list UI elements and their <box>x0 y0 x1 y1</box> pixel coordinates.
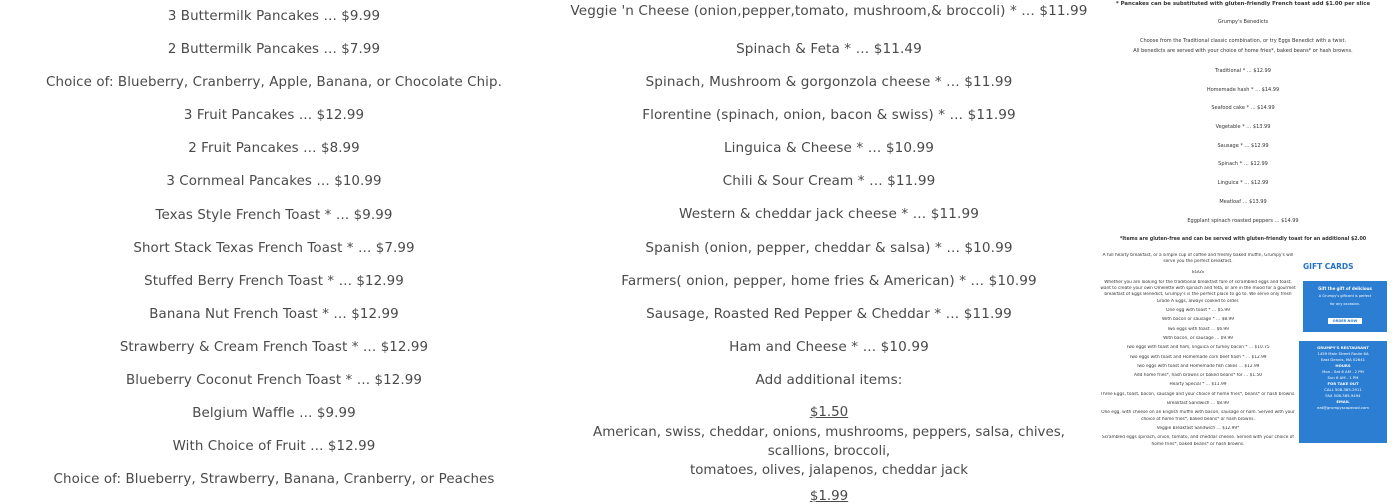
eggs-description: Whether you are looking for the traditional breakfast fare of scrambled eggs and toast, <box>1104 279 1292 285</box>
gluten-note: *Items are gluten-free and can be served with gluten-friendly toast for an additional $2.00 <box>1119 237 1367 242</box>
menu-item: With Choice of Fruit … $12.99 <box>172 439 376 455</box>
takeout-label: FOR TAKE OUT <box>1327 381 1359 386</box>
hours-label: HOURS <box>1335 363 1351 368</box>
benedict-item: Eggplant spinach roasted peppers … $14.99 <box>1187 218 1299 224</box>
additional-price: $1.99 <box>809 489 849 504</box>
menu-item: Linguica & Cheese * … $10.99 <box>723 140 935 157</box>
benedict-item: Spinach * … $12.99 <box>1218 161 1268 167</box>
restaurant-name: GRUMPY'S RESTAURANT <box>1317 345 1369 350</box>
gift-card-subtitle: for any occasion. <box>1330 302 1360 306</box>
phone[interactable]: CALL 508-385-2911 <box>1324 387 1362 392</box>
gift-card-title: Gift the gift of delicious <box>1318 286 1372 291</box>
hours-value: Mon - Sat 6 AM - 2 PM <box>1322 369 1364 374</box>
egg-item: Add home fries*, hash browns or baked beans* for … $1.50 <box>1134 373 1262 379</box>
additional-price: $1.50 <box>809 405 849 421</box>
benedicts-description: Choose from the Traditional classic combination, or try Eggs Benedict with a twist. <box>1139 38 1347 44</box>
egg-item: Veggie Breakfast Sandwich … $12.99* <box>1156 425 1240 431</box>
benedict-item: Vegetable * … $13.99 <box>1215 124 1271 130</box>
gift-cards-heading: GIFT CARDS <box>1303 262 1354 271</box>
restaurant-address: East Dennis, MA 02641 <box>1320 357 1366 362</box>
gift-card-subtitle: A Grumpy's giftcard is perfect <box>1318 294 1372 298</box>
hours-value: Sun 6 AM - 1 PM <box>1327 375 1359 380</box>
eggs-description: Grade A Eggs, always cooked to order. <box>1156 298 1240 304</box>
egg-item: home fries*, baked beans* or hash browns. <box>1151 441 1245 447</box>
omelette-menu-column <box>570 0 1088 504</box>
menu-item: Western & cheddar jack cheese * … $11.99 <box>679 206 979 223</box>
egg-item: One egg with toast * … $5.99 <box>1166 308 1230 314</box>
order-now-button[interactable]: ORDER NOW <box>1328 318 1363 324</box>
eggs-intro: serve you the perfect breakfast. <box>1163 259 1233 265</box>
egg-item: Two eggs with toast and Homemade fish cakes … $12.99 <box>1136 363 1260 369</box>
menu-item: Veggie 'n Cheese (onion,pepper,tomato, mushroom,& broccoli) * … $11.99 <box>570 3 1088 19</box>
menu-item: Chili & Sour Cream * … $11.99 <box>722 173 936 190</box>
menu-item: 3 Fruit Pancakes … $12.99 <box>183 108 365 124</box>
egg-item: Three Eggs, toast, bacon, sausage and your choice of home fries*, beans* or hash browns. <box>1100 391 1296 397</box>
egg-item: Two eggs with toast … $6.99 <box>1167 326 1229 332</box>
restaurant-info-card <box>1299 341 1387 443</box>
gift-card-banner[interactable] <box>1303 281 1387 332</box>
egg-item: With bacon, or sausage … $9.99 <box>1163 335 1233 341</box>
menu-item: Stuffed Berry French Toast * … $12.99 <box>144 273 404 289</box>
email-label: EMAIL <box>1336 399 1350 404</box>
menu-note: Choice of: Blueberry, Cranberry, Apple, Banana, or Chocolate Chip. <box>46 75 502 91</box>
eggs-title: EGGS <box>1191 269 1205 275</box>
egg-item: With bacon or sausage * … $8.99 <box>1161 317 1234 323</box>
menu-item: Florentine (spinach, onion, bacon & swiss) * … $11.99 <box>642 107 1016 124</box>
menu-item: Spinach, Mushroom & gorgonzola cheese * … $11.99 <box>645 74 1013 91</box>
egg-item: Hearty Special * … $11.99 <box>1169 382 1227 388</box>
eggs-intro: A full hearty breakfast, or a simple cup of coffee and freshly baked muffin, Grumpy's will <box>1102 253 1294 258</box>
egg-item: choice of home fries*, baked beans* or hash browns. <box>1141 416 1255 422</box>
menu-item: Spanish (onion, pepper, cheddar & salsa) * … $10.99 <box>645 239 1013 256</box>
menu-item: 2 Fruit Pancakes … $8.99 <box>188 141 360 157</box>
left-menu-column <box>0 0 548 496</box>
menu-note: Choice of: Blueberry, Strawberry, Banana, Cranberry, or Peaches <box>53 472 495 488</box>
email-link[interactable]: eat@grumpyscapecod.com <box>1317 405 1369 410</box>
menu-item: 2 Buttermilk Pancakes … $7.99 <box>167 42 381 58</box>
additional-items-list: tomatoes, olives, jalapenos, cheddar jack <box>689 463 968 479</box>
benedict-item: Linguica * … $12.99 <box>1217 180 1269 186</box>
menu-item: Texas Style French Toast * … $9.99 <box>155 207 393 223</box>
benedict-item: Homemade hash * … $14.99 <box>1206 87 1280 93</box>
eggs-section <box>1098 253 1298 448</box>
additional-items-list: American, swiss, cheddar, onions, mushrooms, peppers, salsa, chives, scallions, broccoli, <box>593 425 1065 460</box>
fax: FAX 508-385-9494 <box>1325 393 1361 398</box>
menu-item: Belgium Waffle … $9.99 <box>192 406 356 422</box>
benedict-item: Sausage * … $12.99 <box>1217 143 1269 149</box>
benedict-item: Seafood cake * … $14.99 <box>1211 105 1275 111</box>
benedicts-description: All benedicts are served with your choice of home fries*, baked beans* or hash browns. <box>1133 48 1353 54</box>
menu-item: Strawberry & Cream French Toast * … $12.99 <box>119 339 429 355</box>
eggs-description: want to create your own Omelette with spinach and feta, or are in the mood for a gourmet <box>1100 286 1296 292</box>
additional-items-block <box>570 397 1088 480</box>
egg-item: One egg, with cheese on an English muffin with bacon, sausage or ham. Served with your <box>1101 410 1295 416</box>
benedict-item: Traditional * … $12.99 <box>1215 68 1271 74</box>
benedict-item: Meatloaf … $13.99 <box>1219 199 1267 205</box>
egg-item: Two eggs with toast and ham, linguica or turkey bacon * … $10.75 <box>1126 345 1270 351</box>
egg-item: Breakfast Sandwich … $8.99 <box>1167 401 1229 407</box>
menu-item: Blueberry Coconut French Toast * … $12.99 <box>125 373 422 389</box>
egg-item: Two eggs with toast and Homemade corn beef hash * … $12.99 <box>1129 354 1267 360</box>
menu-item: Banana Nut French Toast * … $12.99 <box>149 306 399 322</box>
menu-item: 3 Cornmeal Pancakes … $10.99 <box>166 174 382 190</box>
section-heading: Add additional items: <box>755 371 903 388</box>
egg-item: Scrambled eggs spinach, onion, tomato, and cheddar cheese. Served with your choice of <box>1102 435 1294 441</box>
menu-item: Sausage, Roasted Red Pepper & Cheddar * … $11.99 <box>646 305 1012 322</box>
menu-item: Spinach & Feta * … $11.49 <box>736 41 922 57</box>
pancake-substitution-note: * Pancakes can be substituted with gluten-friendly French toast add $1.00 per slice <box>1115 1 1371 7</box>
menu-item: Short Stack Texas French Toast * … $7.99 <box>133 240 415 256</box>
menu-item: 3 Buttermilk Pancakes … $9.99 <box>167 9 381 24</box>
menu-item: Farmers( onion, pepper, home fries & American) * … $10.99 <box>621 272 1037 289</box>
restaurant-address: 1459 Main Street Route 6A <box>1317 351 1369 356</box>
benedicts-title: Grumpy's Benedicts <box>1217 19 1269 25</box>
menu-item: Ham and Cheese * … $10.99 <box>729 338 929 355</box>
eggs-description: breakfast of Eggs Benedict, Grumpy's is the perfect place to go to. We serve only fresh <box>1104 292 1292 298</box>
